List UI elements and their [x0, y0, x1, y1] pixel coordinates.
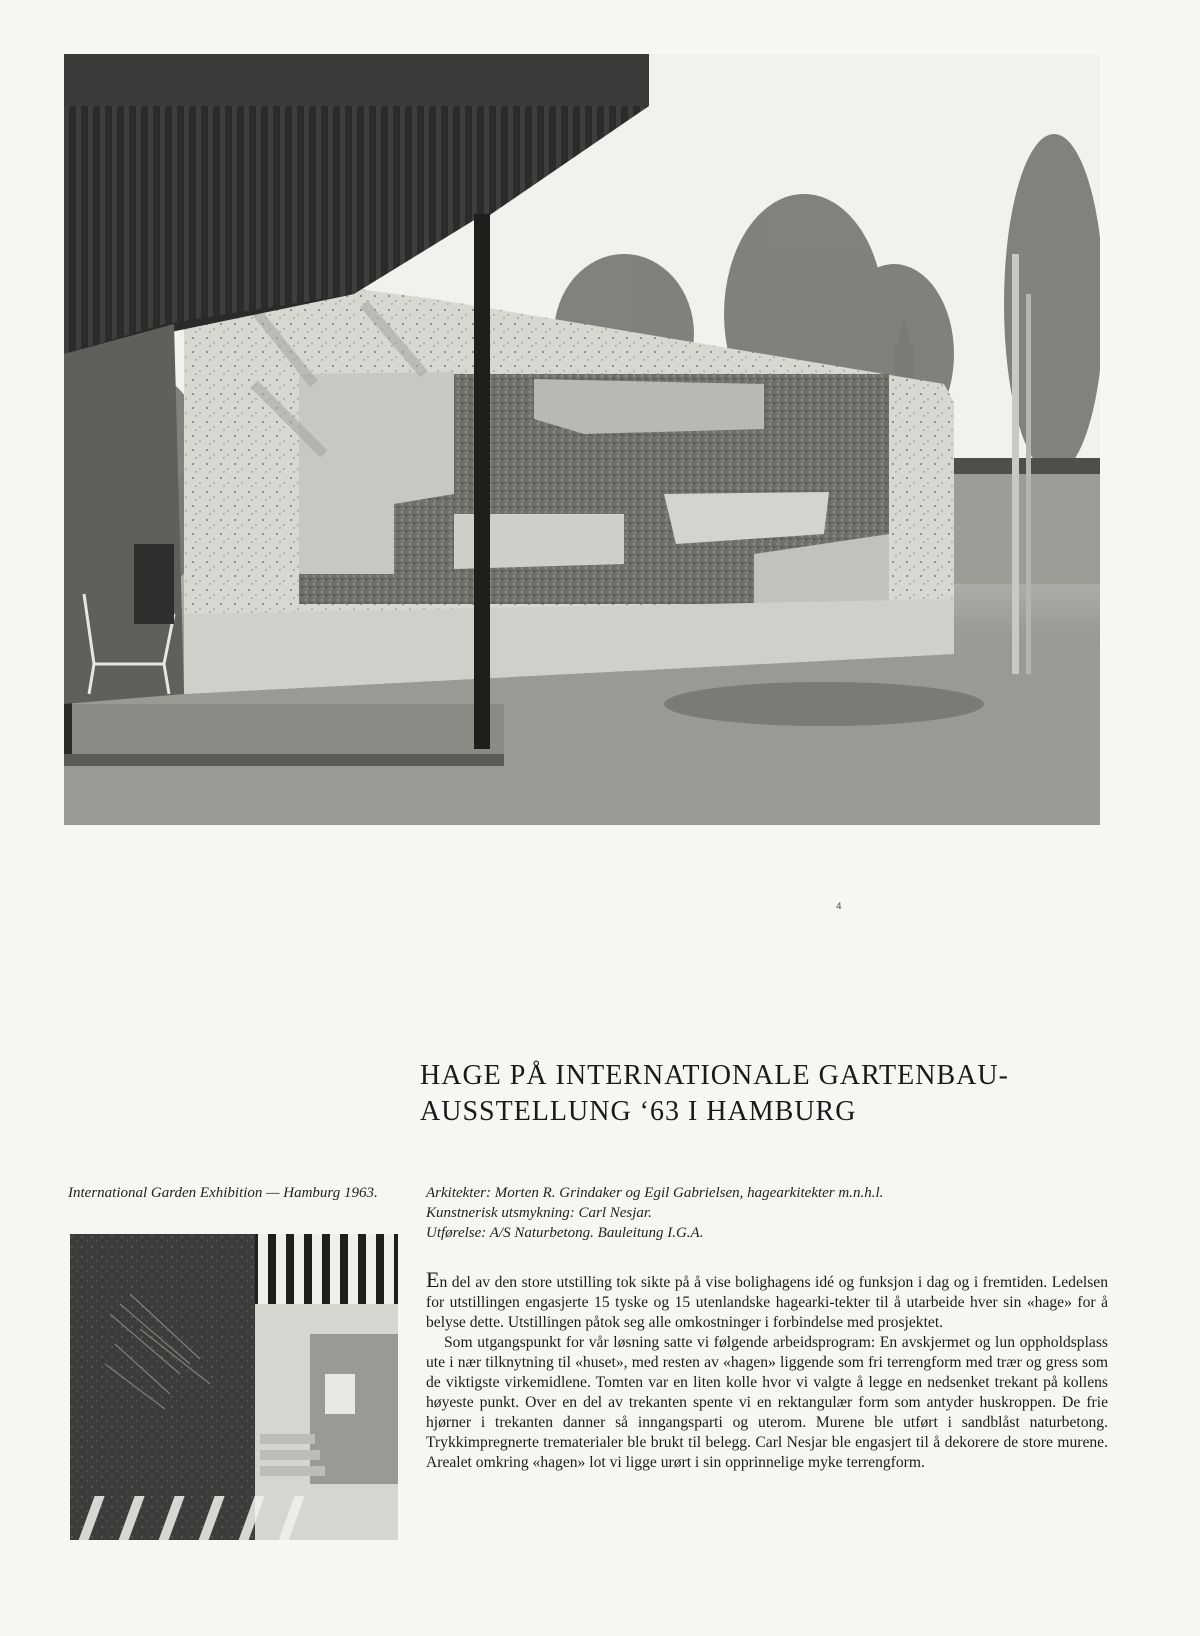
credits-execution: Utførelse: A/S Naturbetong. Bauleitung I.G.A. — [426, 1225, 704, 1241]
main-photo — [64, 54, 1100, 825]
small-photo-illustration — [70, 1234, 398, 1540]
credits-block — [426, 1183, 1126, 1243]
article-body — [426, 1267, 1108, 1473]
drop-cap: E — [426, 1267, 440, 1292]
body-paragraph-1 — [426, 1267, 1108, 1333]
article-headline — [420, 1058, 1120, 1130]
photo-caption: International Garden Exhibition — Hamburg 1963. — [68, 1185, 378, 1201]
small-photo — [70, 1234, 398, 1540]
body-paragraph-2: Som utgangspunkt for vår løsning satte vi følgende arbeidsprogram: En avskjermet og lun oppholdsplass ute i nær tilknytning til «huset», med resten av «hagen» liggende som fri terrengform med trær og gress som de viktigste virkemidlene. Tomten var en liten kolle hvor vi valgte å legge en nedsenket trekant på kollens høyeste punkt. Over en del av trekanten spente vi en rektangulær form som antyder huskroppen. De frie hjørner i trekanten danner så inngangsparti og uterom. Murene ble utført i sandblåst naturbetong. Trykkimpregnerte trematerialer ble brukt til belegg. Carl Nesjar ble engasjert til å dekorere de store murene. Arealet omkring «hagen» lot vi ligge urørt i sin opprinnelige myke terrengform. — [426, 1334, 1108, 1471]
body-paragraph-1-text: n del av den store utstilling tok sikte på å vise bolighagens idé og funksjon i dag og i fremtiden. Ledelsen for utstillingen engasjerte 15 tyske og 15 utenlandske hagearki-tekter til å utarbeide hver sin «hage» for å belyse dette. Utstillingen påtok seg alle omkostninger i forbindelse med prosjektet. — [426, 1274, 1108, 1331]
headline-line-1: HAGE PÅ INTERNATIONALE GARTENBAU- — [420, 1060, 1009, 1091]
page-mark: 4 — [836, 902, 842, 912]
headline-line-2: AUSSTELLUNG ‘63 I HAMBURG — [420, 1096, 857, 1127]
credits-art: Kunstnerisk utsmykning: Carl Nesjar. — [426, 1205, 652, 1221]
credits-architects: Arkitekter: Morten R. Grindaker og Egil Gabrielsen, hagearkitekter m.n.h.l. — [426, 1185, 884, 1201]
main-photo-illustration — [64, 54, 1100, 825]
